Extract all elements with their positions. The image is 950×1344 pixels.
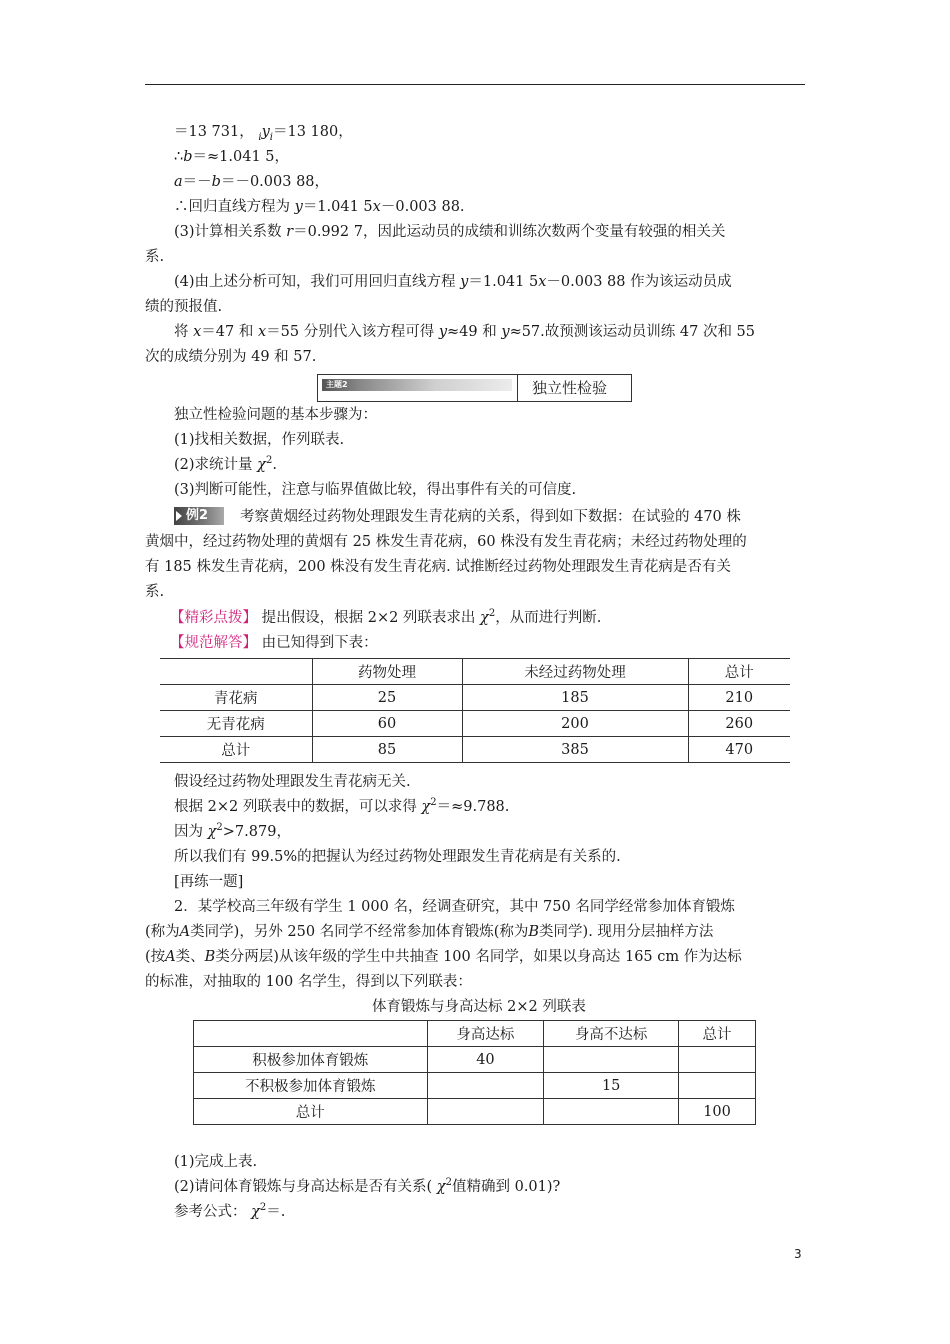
example-text: 考察黄烟经过药物处理跟发生青花病的关系，得到如下数据：在试验的 470 株 [240, 509, 741, 525]
practice-text: (按A类、B类分两层)从该年级的学生中共抽查 100 名同学，如果以身高达 165 cm 作为达标 [145, 949, 742, 965]
text-line: 绩的预报值. [145, 299, 223, 315]
table-row: 积极参加体育锻炼 40 [194, 1047, 756, 1073]
text-line: 系. [145, 249, 165, 265]
contingency-table-1 [160, 658, 790, 763]
table-row: 不积极参加体育锻炼 15 [194, 1073, 756, 1099]
solution-label: 【规范解答】 [170, 635, 257, 651]
table-row: 青花病 25 185 210 [160, 685, 790, 711]
text-line: (4)由上述分析可知，我们可用回归直线方程 y＝1.041 5x－0.003 88 作为该运动员成 [174, 274, 732, 290]
topic-title: 独立性检验 [532, 379, 608, 397]
example-text: 有 185 株发生青花病，200 株没有发生青花病. 试推断经过药物处理跟发生青花病是否有关 [145, 559, 731, 575]
header-rule [145, 84, 805, 85]
table-header-row: 身高达标 身高不达标 总计 [194, 1021, 756, 1047]
text-line: ∴回归直线方程为 y＝1.041 5x－0.003 88. [174, 199, 465, 215]
topic-tag-bar [322, 379, 512, 391]
table-caption: 体育锻炼与身高达标 2×2 列联表 [372, 999, 586, 1015]
example-badge: 例2 [174, 507, 224, 525]
text-line: 将 x＝47 和 x＝55 分别代入该方程可得 y≈49 和 y≈57.故预测该运动员训练 47 次和 55 [174, 324, 755, 340]
hint-line: 【精彩点拨】 提出假设，根据 2×2 列联表求出 $\chi^2$，从而进行判断. [170, 608, 602, 626]
question-2: (2)请问体育锻炼与身高达标是否有关系( $\chi^2$值精确到 0.01)? [174, 1177, 561, 1195]
question-1: (1)完成上表. [174, 1154, 258, 1170]
text-line: 因为 $\chi^2>7.879$， [174, 822, 291, 840]
text-line: a＝－b＝－0.003 88， [174, 174, 330, 190]
table-row: 无青花病 60 200 260 [160, 711, 790, 737]
reference-formula: 参考公式： $\chi^2=$. [174, 1202, 286, 1220]
text-line: 假设经过药物处理跟发生青花病无关. [174, 774, 411, 790]
table-row: 总计 85 385 470 [160, 737, 790, 763]
step-2: (2)求统计量 $\chi^2$. [174, 455, 277, 473]
practice-heading: [再练一题] [174, 874, 244, 890]
step-1: (1)找相关数据，作列联表. [174, 432, 345, 448]
practice-text: 的标准，对抽取的 100 名学生，得到以下列联表： [145, 974, 472, 990]
page-number: 3 [794, 1247, 802, 1261]
table-header-row: 药物处理 未经过药物处理 总计 [160, 659, 790, 685]
example-text: 系. [145, 584, 165, 600]
topic-tag-label: 主题2 [326, 380, 348, 389]
hint-label: 【精彩点拨】 [170, 610, 257, 626]
table-row: 总计 100 [194, 1099, 756, 1125]
step-3: (3)判断可能性，注意与临界值做比较，得出事件有关的可信度. [174, 482, 577, 498]
text-line: ∴b＝≈1.041 5， [174, 149, 290, 165]
practice-text: 2．某学校高三年级有学生 1 000 名，经调查研究，其中 750 名同学经常参加体育锻炼 [174, 899, 735, 915]
text-line: 所以我们有 99.5%的把握认为经过药物处理跟发生青花病是有关系的. [174, 849, 621, 865]
text-line: 根据 2×2 列联表中的数据，可以求得 $\chi^2=\approx 9.788$. [174, 797, 510, 815]
practice-text: (称为A类同学)，另外 250 名同学不经常参加体育锻炼(称为B类同学). 现用分层抽样方法 [145, 924, 714, 940]
text-line: 次的成绩分别为 49 和 57. [145, 349, 317, 365]
contingency-table-2 [193, 1020, 756, 1125]
topic-tag [318, 375, 518, 401]
topic-header [317, 374, 632, 402]
steps-intro: 独立性检验问题的基本步骤为： [174, 407, 377, 423]
text-line: (3)计算相关系数 r＝0.992 7，因此运动员的成绩和训练次数两个变量有较强的相关关 [174, 224, 726, 240]
example-text: 黄烟中，经过药物处理的黄烟有 25 株发生青花病，60 株没有发生青花病；未经过药物处理的 [145, 534, 747, 550]
solution-line: 【规范解答】 由已知得到下表： [170, 635, 378, 651]
play-triangle-icon [176, 511, 182, 521]
text-line: ＝13 731， $_iy_i=13$ 180， [174, 124, 353, 143]
